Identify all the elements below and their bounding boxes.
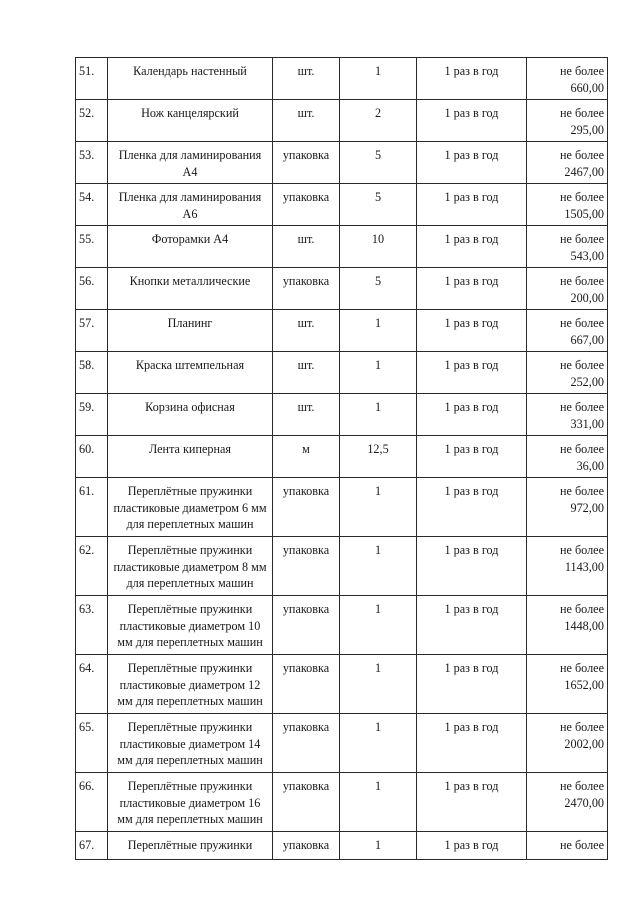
- item-price: [527, 714, 608, 773]
- row-number: 60.: [76, 436, 108, 478]
- price-label: не более: [559, 274, 604, 288]
- row-number: 67.: [76, 832, 108, 860]
- item-unit: шт.: [273, 310, 340, 352]
- item-frequency: 1 раз в год: [417, 773, 527, 832]
- price-label: не более: [559, 661, 604, 675]
- item-name: Краска штемпельная: [108, 352, 273, 394]
- item-unit: упаковка: [273, 184, 340, 226]
- table-row: [76, 655, 608, 714]
- item-frequency: 1 раз в год: [417, 537, 527, 596]
- item-quantity: 2: [340, 100, 417, 142]
- price-value: 2467,00: [564, 164, 604, 179]
- item-quantity: 5: [340, 184, 417, 226]
- supplies-table: [75, 57, 608, 860]
- item-frequency: 1 раз в год: [417, 226, 527, 268]
- price-value: 252,00: [570, 374, 604, 389]
- table-row: [76, 537, 608, 596]
- item-price: [527, 352, 608, 394]
- table-row: [76, 268, 608, 310]
- row-number: 63.: [76, 596, 108, 655]
- price-value: 972,00: [570, 500, 604, 515]
- item-price: [527, 596, 608, 655]
- item-quantity: 1: [340, 655, 417, 714]
- price-label: не более: [559, 484, 604, 498]
- item-unit: м: [273, 436, 340, 478]
- item-frequency: 1 раз в год: [417, 436, 527, 478]
- item-unit: шт.: [273, 352, 340, 394]
- price-value: 2002,00: [564, 736, 604, 751]
- item-unit: упаковка: [273, 142, 340, 184]
- price-value: 543,00: [570, 248, 604, 263]
- item-price: [527, 184, 608, 226]
- item-quantity: 1: [340, 478, 417, 537]
- row-number: 62.: [76, 537, 108, 596]
- price-value: 36,00: [576, 458, 604, 473]
- row-number: 65.: [76, 714, 108, 773]
- price-value: 200,00: [570, 290, 604, 305]
- item-frequency: 1 раз в год: [417, 268, 527, 310]
- item-quantity: 10: [340, 226, 417, 268]
- row-number: 53.: [76, 142, 108, 184]
- row-number: 58.: [76, 352, 108, 394]
- price-label: не более: [559, 602, 604, 616]
- item-name: Корзина офисная: [108, 394, 273, 436]
- price-label: не более: [559, 232, 604, 246]
- item-name: Переплётные пружинки: [108, 832, 273, 860]
- row-number: 59.: [76, 394, 108, 436]
- item-frequency: 1 раз в год: [417, 184, 527, 226]
- item-name: Планинг: [108, 310, 273, 352]
- price-label: не более: [559, 190, 604, 204]
- item-name: Пленка для ламинирования А4: [108, 142, 273, 184]
- item-frequency: 1 раз в год: [417, 478, 527, 537]
- item-unit: упаковка: [273, 478, 340, 537]
- item-quantity: 1: [340, 773, 417, 832]
- table-row: [76, 226, 608, 268]
- item-unit: упаковка: [273, 537, 340, 596]
- price-value: 295,00: [570, 122, 604, 137]
- table-row: [76, 773, 608, 832]
- price-label: не более: [559, 316, 604, 330]
- item-unit: шт.: [273, 394, 340, 436]
- item-price: [527, 537, 608, 596]
- item-frequency: 1 раз в год: [417, 596, 527, 655]
- price-value: 1448,00: [564, 618, 604, 633]
- price-value: 1505,00: [564, 206, 604, 221]
- row-number: 54.: [76, 184, 108, 226]
- item-price: [527, 142, 608, 184]
- item-frequency: 1 раз в год: [417, 142, 527, 184]
- item-name: Переплётные пружинки пластиковые диаметром 16 мм для переплетных машин: [108, 773, 273, 832]
- item-quantity: 1: [340, 832, 417, 860]
- price-value: 660,00: [570, 80, 604, 95]
- item-price: [527, 832, 608, 860]
- item-price: [527, 310, 608, 352]
- row-number: 56.: [76, 268, 108, 310]
- item-price: [527, 268, 608, 310]
- item-price: [527, 655, 608, 714]
- item-price: [527, 100, 608, 142]
- item-name: Переплётные пружинки пластиковые диаметром 14 мм для переплетных машин: [108, 714, 273, 773]
- item-price: [527, 773, 608, 832]
- item-unit: упаковка: [273, 268, 340, 310]
- item-frequency: 1 раз в год: [417, 714, 527, 773]
- item-unit: упаковка: [273, 773, 340, 832]
- price-value: 1652,00: [564, 677, 604, 692]
- item-name: Переплётные пружинки пластиковые диаметром 12 мм для переплетных машин: [108, 655, 273, 714]
- table-row: [76, 436, 608, 478]
- item-frequency: 1 раз в год: [417, 100, 527, 142]
- price-label: не более: [559, 148, 604, 162]
- item-unit: шт.: [273, 100, 340, 142]
- price-label: не более: [559, 106, 604, 120]
- item-unit: упаковка: [273, 655, 340, 714]
- price-label: не более: [559, 400, 604, 414]
- item-name: Календарь настенный: [108, 58, 273, 100]
- item-unit: упаковка: [273, 832, 340, 860]
- item-quantity: 1: [340, 596, 417, 655]
- table-row: [76, 184, 608, 226]
- item-name: Пленка для ламинирования А6: [108, 184, 273, 226]
- price-label: не более: [559, 838, 604, 852]
- table-row: [76, 58, 608, 100]
- table-row: [76, 394, 608, 436]
- table-row: [76, 142, 608, 184]
- item-unit: шт.: [273, 226, 340, 268]
- row-number: 52.: [76, 100, 108, 142]
- item-quantity: 5: [340, 268, 417, 310]
- table-row: [76, 100, 608, 142]
- row-number: 55.: [76, 226, 108, 268]
- price-label: не более: [559, 442, 604, 456]
- table-row: [76, 596, 608, 655]
- price-value: 667,00: [570, 332, 604, 347]
- item-quantity: 12,5: [340, 436, 417, 478]
- row-number: 64.: [76, 655, 108, 714]
- item-unit: упаковка: [273, 714, 340, 773]
- item-name: Фоторамки А4: [108, 226, 273, 268]
- row-number: 51.: [76, 58, 108, 100]
- item-quantity: 1: [340, 58, 417, 100]
- item-frequency: 1 раз в год: [417, 832, 527, 860]
- item-quantity: 1: [340, 394, 417, 436]
- table-row: [76, 478, 608, 537]
- item-name: Нож канцелярский: [108, 100, 273, 142]
- item-unit: упаковка: [273, 596, 340, 655]
- item-price: [527, 58, 608, 100]
- item-unit: шт.: [273, 58, 340, 100]
- item-quantity: 1: [340, 310, 417, 352]
- price-label: не более: [559, 358, 604, 372]
- table-row: [76, 832, 608, 860]
- price-value: 331,00: [570, 416, 604, 431]
- item-frequency: 1 раз в год: [417, 310, 527, 352]
- item-name: Переплётные пружинки пластиковые диаметром 10 мм для переплетных машин: [108, 596, 273, 655]
- item-price: [527, 394, 608, 436]
- table-row: [76, 310, 608, 352]
- item-price: [527, 226, 608, 268]
- item-quantity: 1: [340, 714, 417, 773]
- item-quantity: 5: [340, 142, 417, 184]
- item-frequency: 1 раз в год: [417, 655, 527, 714]
- row-number: 57.: [76, 310, 108, 352]
- item-name: Кнопки металлические: [108, 268, 273, 310]
- table-row: [76, 714, 608, 773]
- row-number: 66.: [76, 773, 108, 832]
- item-quantity: 1: [340, 352, 417, 394]
- table-row: [76, 352, 608, 394]
- item-frequency: 1 раз в год: [417, 58, 527, 100]
- price-value: 2470,00: [564, 795, 604, 810]
- price-label: не более: [559, 543, 604, 557]
- item-frequency: 1 раз в год: [417, 352, 527, 394]
- item-name: Лента киперная: [108, 436, 273, 478]
- item-price: [527, 478, 608, 537]
- price-label: не более: [559, 64, 604, 78]
- price-value: 1143,00: [564, 559, 604, 574]
- item-quantity: 1: [340, 537, 417, 596]
- price-label: не более: [559, 720, 604, 734]
- item-frequency: 1 раз в год: [417, 394, 527, 436]
- item-price: [527, 436, 608, 478]
- item-name: Переплётные пружинки пластиковые диаметром 6 мм для переплетных машин: [108, 478, 273, 537]
- item-name: Переплётные пружинки пластиковые диаметром 8 мм для переплетных машин: [108, 537, 273, 596]
- row-number: 61.: [76, 478, 108, 537]
- price-label: не более: [559, 779, 604, 793]
